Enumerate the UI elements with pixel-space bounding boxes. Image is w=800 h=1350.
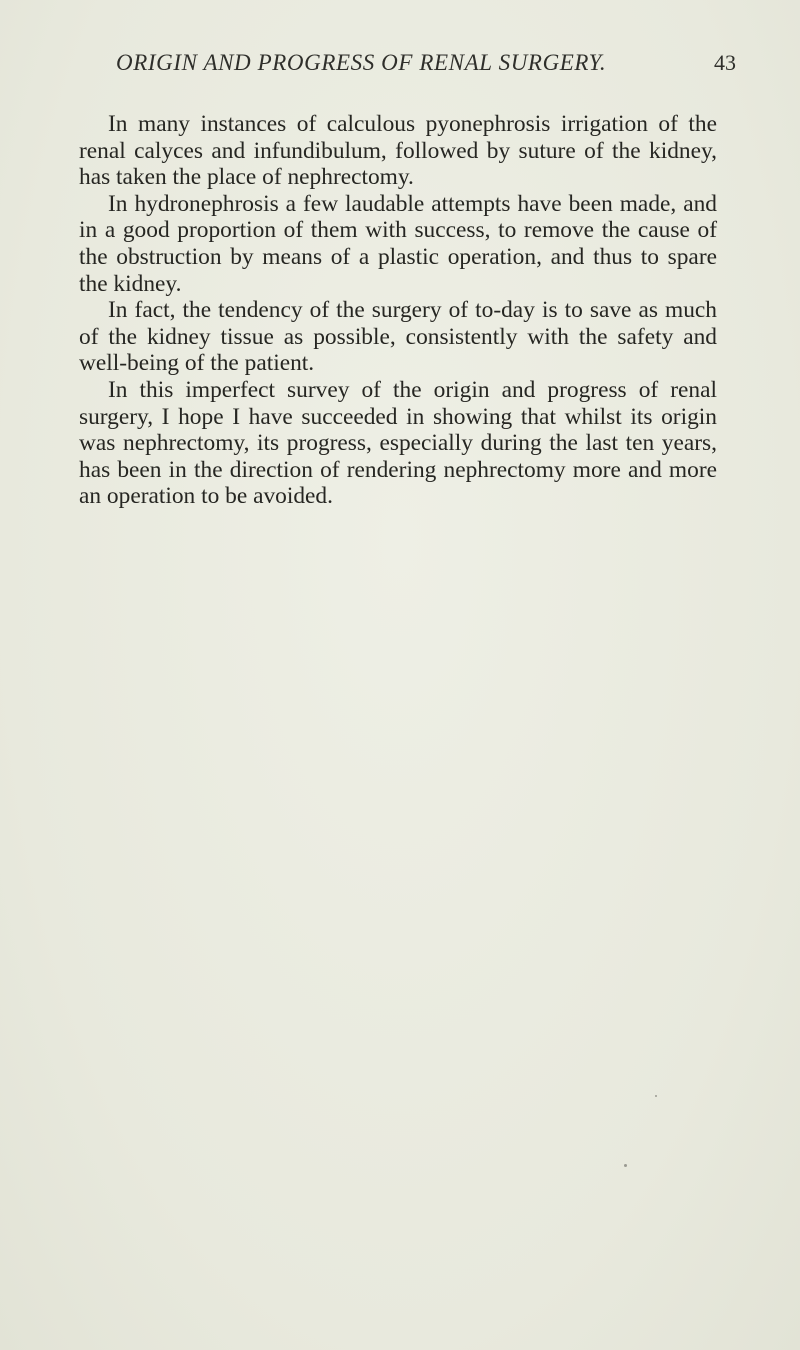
paragraph-pyonephrosis: In many instances of calculous pyonephrosis irrigation of the renal calyces and infundibulum, followed by suture of the kidney, has taken the place of nephrectomy. xyxy=(79,111,717,191)
running-title: ORIGIN AND PROGRESS OF RENAL SURGERY. xyxy=(116,50,607,75)
paragraph-survey: In this imperfect survey of the origin and progress of renal surgery, I hope I have succeeded in showing that whilst its origin was nephrectomy, its progress, especially during the last ten years, has been in the direction of rendering nephrectomy more and more an operation to be avoided. xyxy=(79,376,717,510)
paragraph-tendency: In fact, the tendency of the surgery of to-day is to save as much of the kidney tissue as possible, consistently with the safety and well-being of the patient. xyxy=(79,297,717,377)
page-number: 43 xyxy=(714,50,736,75)
paragraph-hydronephrosis: In hydronephrosis a few laudable attempts have been made, and in a good proportion of them with success, to remove the cause of the obstruction by means of a plastic operation, and thus to spare the kidney. xyxy=(79,190,717,297)
body-text xyxy=(79,111,717,510)
running-head xyxy=(116,50,736,82)
